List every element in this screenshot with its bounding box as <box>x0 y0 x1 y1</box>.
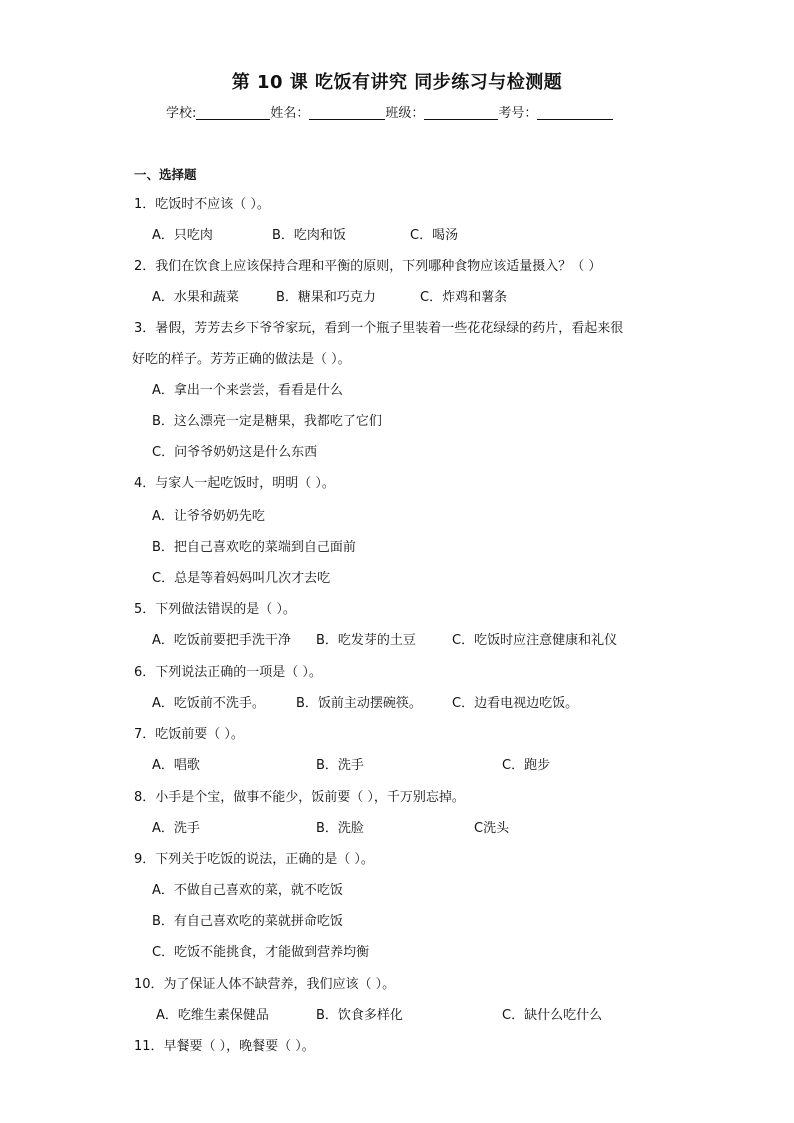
q1-option-a[interactable]: A．只吃肉 <box>152 228 213 243</box>
question-6: 6．下列说法正确的一项是（ ）。 <box>134 665 322 680</box>
q10-option-a[interactable]: A．吃维生素保健品 <box>156 1008 269 1023</box>
q4-option-a[interactable]: A．让爷爷奶奶先吃 <box>152 509 265 524</box>
question-8: 8．小手是个宝，做事不能少，饭前要（ ），千万别忘掉。 <box>134 790 465 805</box>
section-heading: 一、选择题 <box>134 167 197 182</box>
q7-option-a[interactable]: A．唱歌 <box>152 758 200 773</box>
page-title: 第 10 课 吃饭有讲究 同步练习与检测题 <box>231 72 563 93</box>
question-9: 9．下列关于吃饭的说法，正确的是（ ）。 <box>134 852 374 867</box>
q5-option-a[interactable]: A．吃饭前要把手洗干净 <box>152 633 291 648</box>
class-blank[interactable] <box>424 105 498 120</box>
q3-option-c[interactable]: C．问爷爷奶奶这是什么东西 <box>152 445 318 460</box>
school-label: 学校: <box>166 106 197 121</box>
name-blank[interactable] <box>309 105 385 120</box>
q1-option-c[interactable]: C．喝汤 <box>410 228 459 243</box>
q9-option-c[interactable]: C．吃饭不能挑食，才能做到营养均衡 <box>152 945 370 960</box>
question-7: 7．吃饭前要（ ）。 <box>134 727 244 742</box>
q3-option-b[interactable]: B．这么漂亮一定是糖果，我都吃了它们 <box>152 414 382 429</box>
q2-option-a[interactable]: A．水果和蔬菜 <box>152 290 239 305</box>
q6-option-a[interactable]: A．吃饭前不洗手。 <box>152 696 265 711</box>
q6-option-b[interactable]: B．饭前主动摆碗筷。 <box>296 696 422 711</box>
question-4: 4．与家人一起吃饭时，明明（ ）。 <box>134 476 335 491</box>
q4-option-b[interactable]: B．把自己喜欢吃的菜端到自己面前 <box>152 540 356 555</box>
q10-option-b[interactable]: B．饮食多样化 <box>316 1008 403 1023</box>
q3-option-a[interactable]: A．拿出一个来尝尝，看看是什么 <box>152 383 343 398</box>
q5-option-c[interactable]: C．吃饭时应注意健康和礼仪 <box>452 633 618 648</box>
exam-number-label: 考号： <box>498 106 538 121</box>
student-info-line <box>166 102 613 121</box>
question-2: 2．我们在饮食上应该保持合理和平衡的原则，下列哪种食物应该适量摄入？（ ） <box>134 259 602 274</box>
q1-option-b[interactable]: B．吃肉和饭 <box>272 228 346 243</box>
school-blank[interactable] <box>196 105 270 120</box>
q2-option-c[interactable]: C．炸鸡和薯条 <box>420 290 508 305</box>
name-label: 姓名： <box>270 106 310 121</box>
q7-option-b[interactable]: B．洗手 <box>316 758 364 773</box>
q4-option-c[interactable]: C．总是等着妈妈叫几次才去吃 <box>152 571 331 586</box>
q2-option-b[interactable]: B．糖果和巧克力 <box>276 290 376 305</box>
q8-option-b[interactable]: B．洗脸 <box>316 821 364 836</box>
q7-option-c[interactable]: C．跑步 <box>502 758 551 773</box>
q10-option-c[interactable]: C．缺什么吃什么 <box>502 1008 603 1023</box>
question-10: 10．为了保证人体不缺营养，我们应该（ ）。 <box>134 977 396 992</box>
question-1: 1．吃饭时不应该（ ）。 <box>134 197 270 212</box>
q5-option-b[interactable]: B．吃发芽的土豆 <box>316 633 416 648</box>
q9-option-a[interactable]: A．不做自己喜欢的菜，就不吃饭 <box>152 883 343 898</box>
q9-option-b[interactable]: B．有自己喜欢吃的菜就拼命吃饭 <box>152 914 343 929</box>
q6-option-c[interactable]: C．边看电视边吃饭。 <box>452 696 579 711</box>
exam-number-blank[interactable] <box>537 105 613 120</box>
q8-option-a[interactable]: A．洗手 <box>152 821 200 836</box>
question-3: 3．暑假，芳芳去乡下爷爷家玩，看到一个瓶子里装着一些花花绿绿的药片，看起来很 <box>134 321 624 336</box>
class-label: 班级： <box>385 106 425 121</box>
question-3-continued: 好吃的样子。芳芳正确的做法是（ ）。 <box>132 352 351 367</box>
q8-option-c[interactable]: C洗头 <box>474 821 510 836</box>
question-5: 5．下列做法错误的是（ ）。 <box>134 602 296 617</box>
question-11: 11．早餐要（ ），晚餐要（ ）。 <box>134 1039 315 1054</box>
